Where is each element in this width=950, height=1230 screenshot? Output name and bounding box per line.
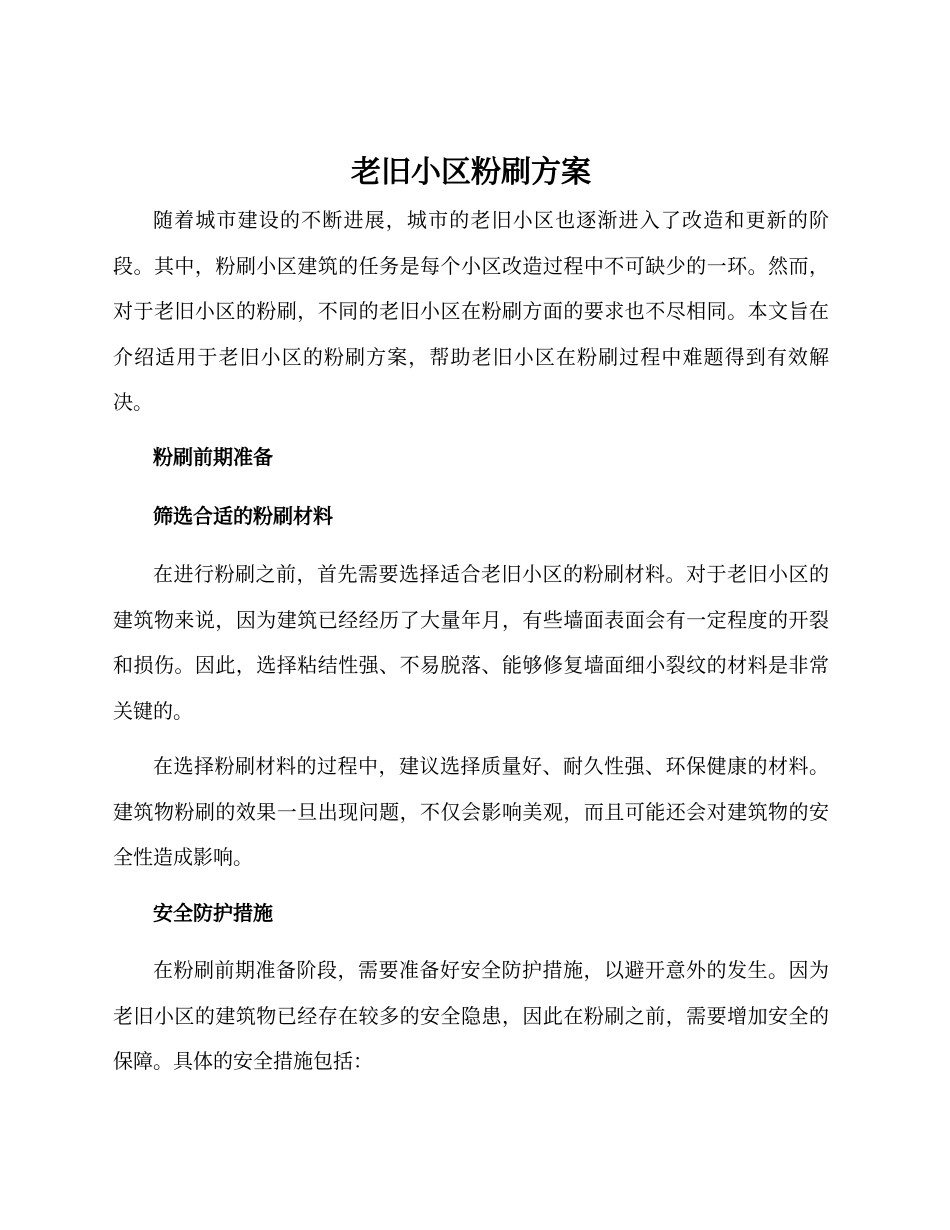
section-heading-prep: 粉刷前期准备 <box>153 445 273 469</box>
materials-paragraph-2: 在选择粉刷材料的过程中，建议选择质量好、耐久性强、环保健康的材料。建筑物粉刷的效果一旦出现问题，不仅会影响美观，而且可能还会对建筑物的安全性造成影响。 <box>113 754 829 869</box>
document-title: 老旧小区粉刷方案 <box>351 155 591 190</box>
materials-paragraph-1: 在进行粉刷之前，首先需要选择适合老旧小区的粉刷材料。对于老旧小区的建筑物来说，因为建筑已经经历了大量年月，有些墙面表面会有一定程度的开裂和损伤。因此，选择粘结性强、不易脱落、能够修复墙面细小裂纹的材料是非常关键的。 <box>113 562 829 723</box>
subsection-heading-safety: 安全防护措施 <box>153 901 273 925</box>
intro-paragraph: 随着城市建设的不断进展，城市的老旧小区也逐渐进入了改造和更新的阶段。其中，粉刷小区建筑的任务是每个小区改造过程中不可缺少的一环。然而，对于老旧小区的粉刷，不同的老旧小区在粉刷方面的要求也不尽相同。本文旨在介绍适用于老旧小区的粉刷方案，帮助老旧小区在粉刷过程中难题得到有效解决。 <box>113 208 829 414</box>
subsection-heading-materials: 筛选合适的粉刷材料 <box>153 504 333 528</box>
safety-paragraph: 在粉刷前期准备阶段，需要准备好安全防护措施，以避开意外的发生。因为老旧小区的建筑物已经存在较多的安全隐患，因此在粉刷之前，需要增加安全的保障。具体的安全措施包括： <box>113 958 829 1073</box>
